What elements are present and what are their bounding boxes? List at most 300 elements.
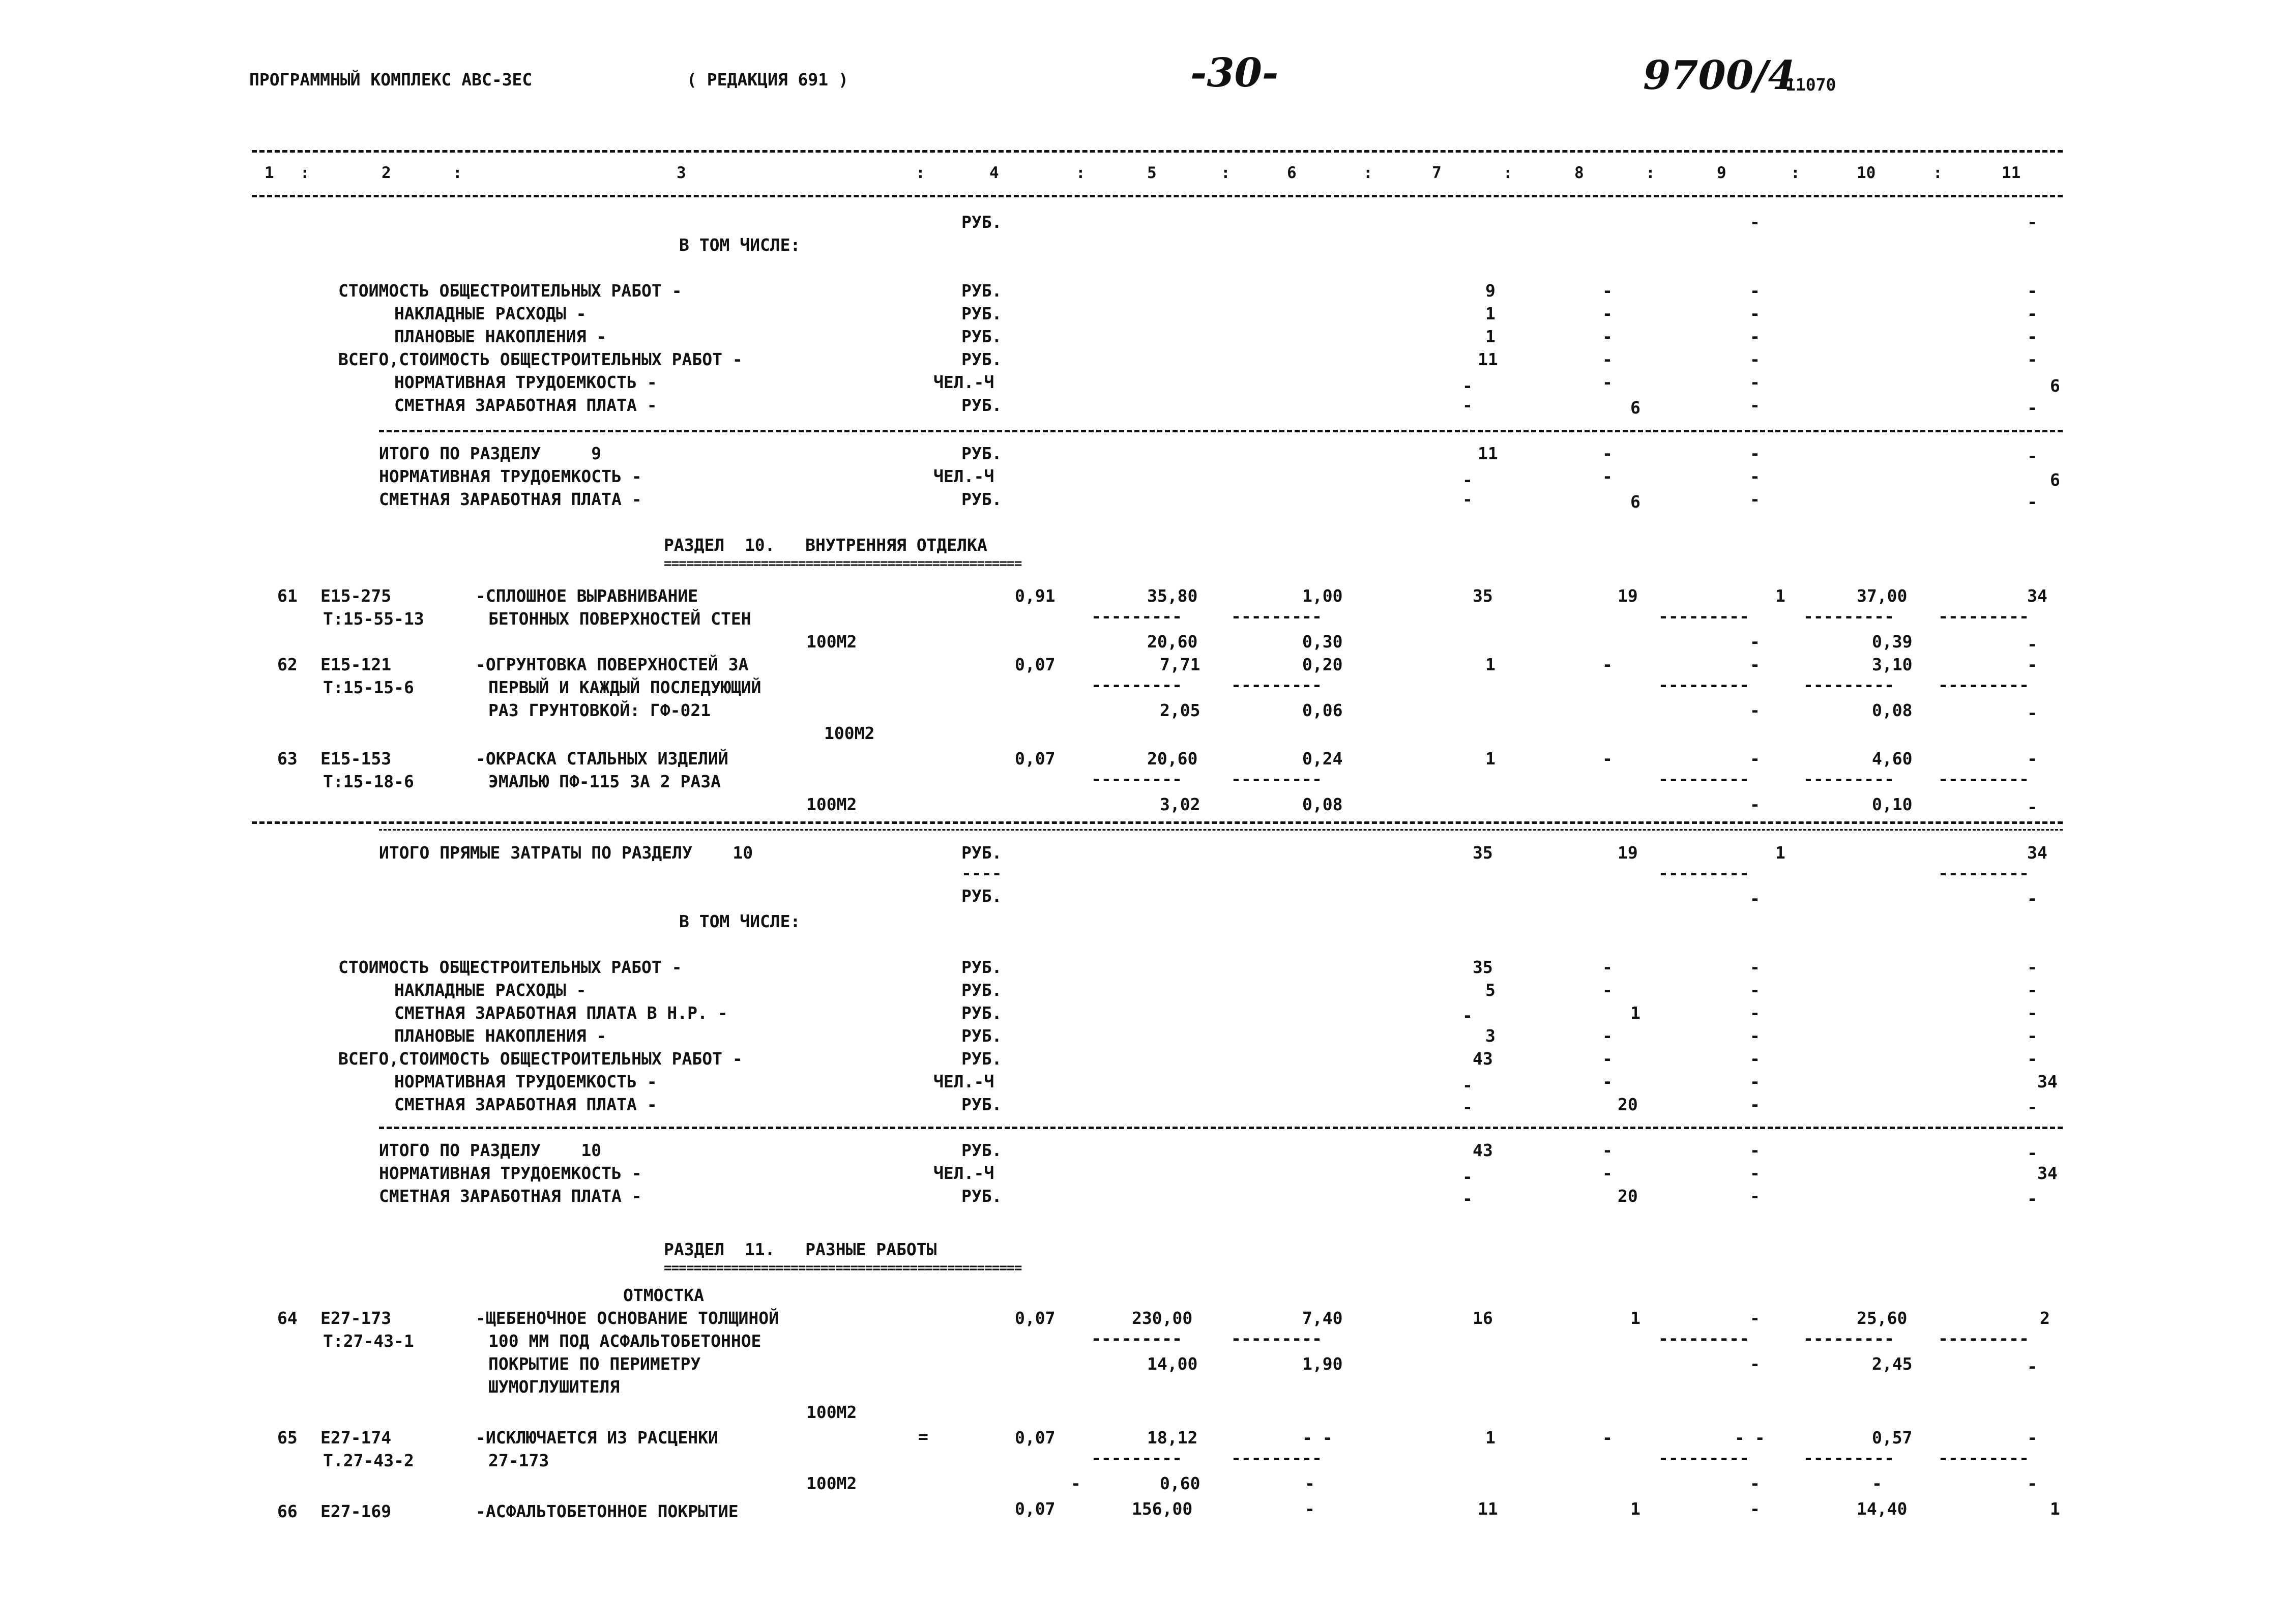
- value: 34: [2037, 1163, 2058, 1183]
- col7-value: 1: [1485, 655, 1496, 674]
- value: -: [1602, 957, 1613, 977]
- value: -: [1462, 1189, 1473, 1208]
- col6-value: 0,08: [1302, 794, 1343, 814]
- subtitle: В ТОМ ЧИСЛЕ:: [679, 235, 801, 255]
- unit: РУБ.: [961, 489, 1002, 509]
- dash-rule: ---------: [1231, 769, 1322, 789]
- value: -: [1872, 1473, 1882, 1493]
- dash-rule: ---------: [1938, 769, 2029, 789]
- dash-rule: ---------: [1231, 606, 1322, 626]
- col-sep: :: [1363, 164, 1373, 182]
- dash-rule: ---------: [1658, 863, 1749, 883]
- col-sep: :: [300, 164, 310, 182]
- unit: ЧЕЛ.-Ч: [933, 1072, 994, 1091]
- value: -: [2027, 1143, 2037, 1163]
- subsection-title: ОТМОСТКА: [623, 1285, 704, 1305]
- dash-rule: ---------: [1091, 769, 1182, 789]
- value: 20: [1618, 1186, 1638, 1206]
- col10-value: 0,57: [1872, 1428, 1913, 1448]
- value: -: [1750, 372, 1760, 392]
- col-sep: :: [1646, 164, 1655, 182]
- item-code: Е27-174: [320, 1428, 392, 1448]
- itogo-label: ИТОГО ПО РАЗДЕЛУ 9: [379, 444, 602, 463]
- value: -: [1750, 957, 1760, 977]
- unit: ЧЕЛ.-Ч: [933, 466, 994, 486]
- page-number: -30-: [1190, 50, 1279, 96]
- value: -: [2027, 980, 2037, 1000]
- col8-value: -: [1602, 655, 1613, 674]
- item-description: ПОКРЫТИЕ ПО ПЕРИМЕТРУ: [488, 1354, 701, 1374]
- value: -: [1750, 1026, 1760, 1046]
- value: 1: [1485, 304, 1496, 323]
- value: -: [1750, 327, 1760, 346]
- excluded-mark: =: [918, 1427, 928, 1446]
- rule: [379, 1127, 2063, 1129]
- value: -: [1462, 1097, 1473, 1117]
- item-number: 65: [277, 1428, 298, 1448]
- item-number: 66: [277, 1501, 298, 1521]
- label: СМЕТНАЯ ЗАРАБОТНАЯ ПЛАТА -: [394, 395, 657, 415]
- value: -: [1750, 304, 1760, 323]
- item-ref: Т:27-43-1: [323, 1331, 414, 1351]
- itogo-label: ИТОГО ПО РАЗДЕЛУ 10: [379, 1140, 602, 1160]
- col5-value: 35,80: [1147, 586, 1198, 606]
- value: -: [1305, 1473, 1315, 1493]
- col6-value: -: [1305, 1499, 1315, 1519]
- code: 11070: [1785, 75, 1836, 95]
- value: 34: [2037, 1072, 2058, 1091]
- col-3: 3: [677, 164, 686, 182]
- value: -: [1602, 466, 1613, 486]
- col9-value: -: [1750, 749, 1760, 769]
- item-description: -ОГРУНТОВКА ПОВЕРХНОСТЕЙ ЗА: [476, 655, 749, 674]
- value: -: [2027, 797, 2037, 817]
- value: 3: [1485, 1026, 1496, 1046]
- col-11: 11: [2002, 164, 2021, 182]
- col-sep: :: [916, 164, 925, 182]
- item-number: 64: [277, 1308, 298, 1328]
- value: -: [1750, 1003, 1760, 1023]
- value: 1: [1775, 843, 1785, 863]
- item-description: РАЗ ГРУНТОВКОЙ: ГФ-021: [488, 700, 711, 720]
- col4-value: 0,07: [1015, 1308, 1056, 1328]
- col11-value: -: [2027, 1428, 2037, 1448]
- col8-value: -: [1602, 749, 1613, 769]
- value: 5: [1485, 980, 1496, 1000]
- col7-value: 1: [1485, 749, 1496, 769]
- col9-value: 1: [1775, 586, 1785, 606]
- value: 20: [1618, 1095, 1638, 1114]
- unit: ЧЕЛ.-Ч: [933, 372, 994, 392]
- item-description: БЕТОННЫХ ПОВЕРХНОСТЕЙ СТЕН: [488, 609, 751, 629]
- dash-rule: ---------: [1091, 1328, 1182, 1348]
- col6-value: 0,24: [1302, 749, 1343, 769]
- item-description: ШУМОГЛУШИТЕЛЯ: [488, 1377, 620, 1397]
- value: -: [1750, 212, 1760, 232]
- value: -: [2027, 398, 2037, 418]
- col5-value: 14,00: [1147, 1354, 1198, 1374]
- value: -: [2027, 304, 2037, 323]
- col-6: 6: [1287, 164, 1297, 182]
- value: -: [2027, 1049, 2037, 1069]
- col-2: 2: [382, 164, 391, 182]
- value: -: [1750, 1072, 1760, 1091]
- item-ref: Т.27-43-2: [323, 1451, 414, 1470]
- value: 19: [1618, 843, 1638, 863]
- label: СМЕТНАЯ ЗАРАБОТНАЯ ПЛАТА -: [394, 1095, 657, 1114]
- col-4: 4: [989, 164, 999, 182]
- value: -: [1750, 466, 1760, 486]
- col10-value: 0,10: [1872, 794, 1913, 814]
- item-code: Е27-169: [320, 1501, 392, 1521]
- col-sep: :: [1791, 164, 1800, 182]
- col-sep: :: [1503, 164, 1513, 182]
- rule: [379, 430, 2063, 432]
- dash-rule: ---------: [1658, 1328, 1749, 1348]
- value: -: [1750, 349, 1760, 369]
- value: -: [2027, 703, 2037, 723]
- col9-value: -: [1750, 1499, 1760, 1519]
- value: 6: [2050, 376, 2060, 396]
- item-unit: 100М2: [806, 1473, 857, 1493]
- label: НАКЛАДНЫЕ РАСХОДЫ -: [394, 980, 587, 1000]
- dash-rule: ---------: [1803, 1448, 1894, 1468]
- item-description: -ИСКЛЮЧАЕТСЯ ИЗ РАСЦЕНКИ: [476, 1428, 718, 1448]
- dash-rule: ---------: [1938, 606, 2029, 626]
- col6-value: 1,00: [1302, 586, 1343, 606]
- item-unit: 100М2: [824, 723, 875, 743]
- unit: РУБ.: [961, 1003, 1002, 1023]
- dash-rule: ---------: [1658, 769, 1749, 789]
- col7-value: 1: [1485, 1428, 1496, 1448]
- label: НОРМАТИВНАЯ ТРУДОЕМКОСТЬ -: [394, 1072, 657, 1091]
- dash-rule: ---------: [1938, 675, 2029, 695]
- item-ref: Т:15-55-13: [323, 609, 424, 629]
- value: -: [1602, 304, 1613, 323]
- col5-value: 2,05: [1160, 700, 1200, 720]
- item-code: Е27-173: [320, 1308, 392, 1328]
- col4-value: 0,07: [1015, 1499, 1056, 1519]
- unit: ЧЕЛ.-Ч: [933, 1163, 994, 1183]
- value: -: [1462, 395, 1473, 415]
- col10-value: 0,39: [1872, 632, 1913, 652]
- col6-value: 7,40: [1302, 1308, 1343, 1328]
- label: НОРМАТИВНАЯ ТРУДОЕМКОСТЬ -: [379, 1163, 642, 1183]
- unit: РУБ.: [961, 1186, 1002, 1206]
- value: 11: [1478, 349, 1498, 369]
- col6-value: 1,90: [1302, 1354, 1343, 1374]
- value: -: [1602, 281, 1613, 301]
- item-unit: 100М2: [806, 632, 857, 652]
- dash-rule: ---------: [1091, 1448, 1182, 1468]
- program-name: ПРОГРАММНЫЙ КОМПЛЕКС АВС-3ЕС: [249, 70, 533, 90]
- value: -: [1750, 281, 1760, 301]
- item-code: Е15-153: [320, 749, 392, 769]
- col10-value: 3,10: [1872, 655, 1913, 674]
- label: СТОИМОСТЬ ОБЩЕСТРОИТЕЛЬНЫХ РАБОТ -: [338, 281, 682, 301]
- col-9: 9: [1717, 164, 1726, 182]
- value: 11: [1478, 444, 1498, 463]
- unit: РУБ.: [961, 1026, 1002, 1046]
- value: -: [1462, 470, 1473, 490]
- col6-value: 0,20: [1302, 655, 1343, 674]
- dash-rule: ---------: [1803, 1328, 1894, 1348]
- edition: ( РЕДАКЦИЯ 691 ): [687, 70, 848, 90]
- col5-value: 3,02: [1160, 794, 1200, 814]
- label: НАКЛАДНЫЕ РАСХОДЫ -: [394, 304, 587, 323]
- col-7: 7: [1432, 164, 1442, 182]
- value: 1: [1485, 327, 1496, 346]
- col9-value: -: [1750, 655, 1760, 674]
- col6-value: 0,06: [1302, 700, 1343, 720]
- value: -: [1750, 1186, 1760, 1206]
- col6-value: - -: [1302, 1428, 1333, 1448]
- col7-value: 16: [1473, 1308, 1493, 1328]
- unit: РУБ.: [961, 395, 1002, 415]
- section-underline: ================================================: [664, 1260, 1022, 1276]
- item-description: -СПЛОШНОЕ ВЫРАВНИВАНИЕ: [476, 586, 698, 606]
- col8-value: 1: [1630, 1499, 1640, 1519]
- value: -: [2027, 1473, 2037, 1493]
- value: 9: [1485, 281, 1496, 301]
- unit: РУБ.: [961, 957, 1002, 977]
- col5-value: 18,12: [1147, 1428, 1198, 1448]
- label: СМЕТНАЯ ЗАРАБОТНАЯ ПЛАТА -: [379, 1186, 642, 1206]
- col7-value: 35: [1473, 586, 1493, 606]
- item-description: -АСФАЛЬТОБЕТОННОЕ ПОКРЫТИЕ: [476, 1501, 739, 1521]
- dash-rule: ---------: [1231, 1328, 1322, 1348]
- section-underline: ================================================: [664, 556, 1022, 571]
- value: 6: [2050, 470, 2060, 490]
- col11-value: 2: [2040, 1308, 2050, 1328]
- value: -: [1750, 1354, 1760, 1374]
- col10-value: 25,60: [1857, 1308, 1908, 1328]
- value: -: [1750, 395, 1760, 415]
- value: -: [2027, 957, 2037, 977]
- col-10: 10: [1857, 164, 1876, 182]
- unit: РУБ.: [961, 349, 1002, 369]
- label: НОРМАТИВНАЯ ТРУДОЕМКОСТЬ -: [394, 372, 657, 392]
- col5-value: 230,00: [1132, 1308, 1193, 1328]
- value: -: [1750, 889, 1760, 908]
- value: 34: [2027, 843, 2047, 863]
- col5-value: 20,60: [1147, 749, 1198, 769]
- col10-value: 37,00: [1857, 586, 1908, 606]
- value: -: [1750, 980, 1760, 1000]
- dash-rule: ---------: [1938, 1448, 2029, 1468]
- dash-rule: ---------: [1658, 606, 1749, 626]
- unit: РУБ.: [961, 1049, 1002, 1069]
- value: -: [2027, 327, 2037, 346]
- item-number: 63: [277, 749, 298, 769]
- item-code: Е15-121: [320, 655, 392, 674]
- label: ВСЕГО,СТОИМОСТЬ ОБЩЕСТРОИТЕЛЬНЫХ РАБОТ -: [338, 349, 743, 369]
- value: -: [1602, 1140, 1613, 1160]
- col5-value: 0,60: [1160, 1473, 1200, 1493]
- col8-value: -: [1602, 1428, 1613, 1448]
- dash-rule: ---------: [1091, 606, 1182, 626]
- value: 6: [1630, 492, 1640, 512]
- unit: РУБ.: [961, 1140, 1002, 1160]
- unit: РУБ.: [961, 980, 1002, 1000]
- item-ref: Т:15-15-6: [323, 677, 414, 697]
- item-description: -ЩЕБЕНОЧНОЕ ОСНОВАНИЕ ТОЛЩИНОЙ: [476, 1308, 779, 1328]
- col4-value: 0,07: [1015, 1428, 1056, 1448]
- header-bottom-rule: [252, 195, 2063, 197]
- col4-value: 0,07: [1015, 749, 1056, 769]
- item-description: ЭМАЛЬЮ ПФ-115 ЗА 2 РАЗА: [488, 772, 721, 791]
- col-5: 5: [1147, 164, 1157, 182]
- value: -: [1602, 980, 1613, 1000]
- value: -: [1750, 700, 1760, 720]
- dash-rule: ---------: [1231, 1448, 1322, 1468]
- value: -: [1750, 1095, 1760, 1114]
- value: -: [1602, 1049, 1613, 1069]
- label: НОРМАТИВНАЯ ТРУДОЕМКОСТЬ -: [379, 466, 642, 486]
- col10-value: 2,45: [1872, 1354, 1913, 1374]
- value: -: [1602, 444, 1613, 463]
- value: -: [1462, 489, 1473, 509]
- value: -: [2027, 349, 2037, 369]
- col11-value: -: [2027, 655, 2037, 674]
- col5-value: 20,60: [1147, 632, 1198, 652]
- value: 43: [1473, 1140, 1493, 1160]
- item-code: Е15-275: [320, 586, 392, 606]
- unit: РУБ.: [961, 327, 1002, 346]
- header-top-rule: [252, 150, 2063, 153]
- col8-value: 1: [1630, 1308, 1640, 1328]
- dash-rule: ---------: [1803, 675, 1894, 695]
- value: -: [1750, 444, 1760, 463]
- rule: [252, 821, 2063, 824]
- col-8: 8: [1574, 164, 1584, 182]
- item-description: 27-173: [488, 1451, 549, 1470]
- label: СМЕТНАЯ ЗАРАБОТНАЯ ПЛАТА В Н.Р. -: [394, 1003, 728, 1023]
- value: -: [1750, 632, 1760, 652]
- col-sep: :: [453, 164, 462, 182]
- section-title: РАЗДЕЛ 11. РАЗНЫЕ РАБОТЫ: [664, 1239, 937, 1259]
- item-description: -ОКРАСКА СТАЛЬНЫХ ИЗДЕЛИЙ: [476, 749, 728, 769]
- value: -: [2027, 634, 2037, 654]
- itogo-label: ИТОГО ПРЯМЫЕ ЗАТРАТЫ ПО РАЗДЕЛУ 10: [379, 843, 753, 863]
- value: -: [1602, 372, 1613, 392]
- col5-value: 7,71: [1160, 655, 1200, 674]
- col6-value: 0,30: [1302, 632, 1343, 652]
- unit: РУБ.: [961, 304, 1002, 323]
- label: ПЛАНОВЫЕ НАКОПЛЕНИЯ -: [394, 1026, 607, 1046]
- dash-rule: ---------: [1658, 1448, 1749, 1468]
- dash-rule: ---------: [1091, 675, 1182, 695]
- item-description: 100 ММ ПОД АСФАЛЬТОБЕТОННОЕ: [488, 1331, 761, 1351]
- value: -: [1462, 1167, 1473, 1187]
- col10-value: 0,08: [1872, 700, 1913, 720]
- value: -: [1750, 1163, 1760, 1183]
- col10-value: 14,40: [1857, 1499, 1908, 1519]
- col10-value: 4,60: [1872, 749, 1913, 769]
- value: -: [2027, 281, 2037, 301]
- col11-value: -: [2027, 749, 2037, 769]
- col9-value: - -: [1735, 1428, 1765, 1448]
- value: -: [2027, 1003, 2037, 1023]
- value: -: [1750, 489, 1760, 509]
- col-sep: :: [1076, 164, 1086, 182]
- unit: РУБ.: [961, 886, 1002, 906]
- unit: РУБ.: [961, 281, 1002, 301]
- dash-rule: ---------: [1938, 1328, 2029, 1348]
- value: -: [2027, 212, 2037, 232]
- col-sep: :: [1221, 164, 1231, 182]
- value: -: [1750, 1473, 1760, 1493]
- col8-value: 19: [1618, 586, 1638, 606]
- value: -: [1462, 1075, 1473, 1095]
- value: -: [1602, 1072, 1613, 1091]
- value: -: [1071, 1473, 1081, 1493]
- value: -: [1462, 1006, 1473, 1025]
- dash-rule: ---------: [1803, 606, 1894, 626]
- col5-value: 156,00: [1132, 1499, 1193, 1519]
- value: 1: [1630, 1003, 1640, 1023]
- value: -: [2027, 1189, 2037, 1208]
- item-unit: 100М2: [806, 794, 857, 814]
- col7-value: 11: [1478, 1499, 1498, 1519]
- value: -: [2027, 446, 2037, 466]
- item-number: 61: [277, 586, 298, 606]
- value: -: [1462, 376, 1473, 396]
- value: 35: [1473, 957, 1493, 977]
- value: -: [1750, 794, 1760, 814]
- col11-value: 34: [2027, 586, 2047, 606]
- value: -: [1602, 349, 1613, 369]
- value: -: [1750, 1140, 1760, 1160]
- col9-value: -: [1750, 1308, 1760, 1328]
- unit: ----: [961, 863, 1002, 883]
- section-title: РАЗДЕЛ 10. ВНУТРЕННЯЯ ОТДЕЛКА: [664, 535, 987, 555]
- unit: РУБ.: [961, 444, 1002, 463]
- dash-rule: ---------: [1938, 863, 2029, 883]
- dash-rule: ---------: [1231, 675, 1322, 695]
- value: -: [1750, 1049, 1760, 1069]
- value: -: [2027, 492, 2037, 512]
- doc-code: 9700/4: [1643, 52, 1796, 99]
- item-unit: 100М2: [806, 1402, 857, 1422]
- col11-value: 1: [2050, 1499, 2060, 1519]
- label: СМЕТНАЯ ЗАРАБОТНАЯ ПЛАТА -: [379, 489, 642, 509]
- item-ref: Т:15-18-6: [323, 772, 414, 791]
- unit: РУБ.: [961, 212, 1002, 232]
- item-description: ПЕРВЫЙ И КАЖДЫЙ ПОСЛЕДУЮЩИЙ: [488, 677, 761, 697]
- col4-value: 0,07: [1015, 655, 1056, 674]
- value: -: [2027, 1356, 2037, 1376]
- value: 43: [1473, 1049, 1493, 1069]
- subtitle: В ТОМ ЧИСЛЕ:: [679, 911, 801, 931]
- item-number: 62: [277, 655, 298, 674]
- unit: РУБ.: [961, 1095, 1002, 1114]
- value: -: [2027, 889, 2037, 908]
- value: -: [1602, 1163, 1613, 1183]
- label: ВСЕГО,СТОИМОСТЬ ОБЩЕСТРОИТЕЛЬНЫХ РАБОТ -: [338, 1049, 743, 1069]
- dash-rule: ---------: [1658, 675, 1749, 695]
- unit: РУБ.: [961, 843, 1002, 863]
- rule: [379, 829, 2063, 831]
- value: -: [2027, 1097, 2037, 1117]
- dash-rule: ---------: [1803, 769, 1894, 789]
- value: 35: [1473, 843, 1493, 863]
- value: -: [2027, 1026, 2037, 1046]
- value: -: [1602, 327, 1613, 346]
- value: 6: [1630, 398, 1640, 418]
- col4-value: 0,91: [1015, 586, 1056, 606]
- col-1: 1: [265, 164, 274, 182]
